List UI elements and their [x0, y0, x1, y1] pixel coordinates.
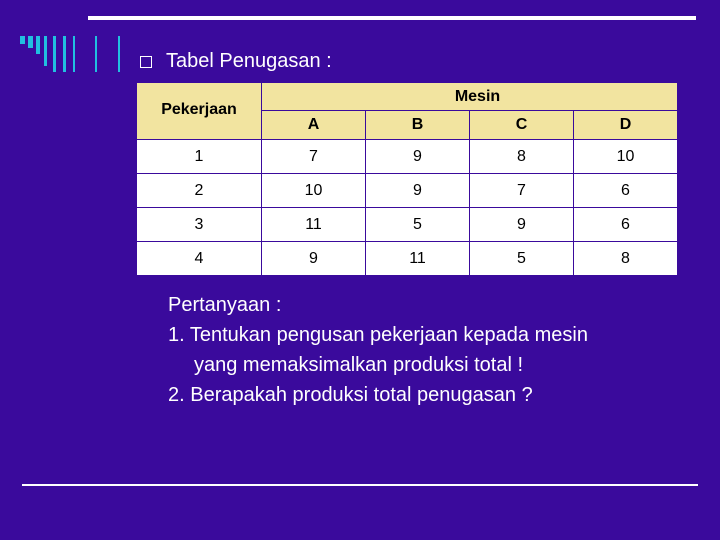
table-row [137, 208, 678, 242]
row-label: 2 [137, 174, 262, 208]
questions-heading: Pertanyaan : [168, 294, 282, 316]
table-cell: 11 [366, 242, 470, 276]
top-rule [88, 16, 696, 20]
column-header: A [262, 111, 366, 140]
row-label: 3 [137, 208, 262, 242]
table-cell: 9 [366, 174, 470, 208]
row-label: 1 [137, 140, 262, 174]
question-2: 2. Berapakah produksi total penugasan ? [168, 384, 533, 406]
table-row [137, 140, 678, 174]
row-label: 4 [137, 242, 262, 276]
bullet-square-icon [140, 56, 152, 68]
table-cell: 8 [470, 140, 574, 174]
table-cell: 8 [574, 242, 678, 276]
bar [44, 36, 47, 66]
slide-title [140, 50, 332, 73]
table-cell: 6 [574, 174, 678, 208]
column-header: C [470, 111, 574, 140]
assignment-table [136, 82, 678, 276]
table-row [137, 174, 678, 208]
table-cell: 9 [262, 242, 366, 276]
table-cell: 6 [574, 208, 678, 242]
row-header-cell [137, 83, 262, 140]
bar [73, 36, 75, 72]
bar [28, 36, 33, 48]
column-header: D [574, 111, 678, 140]
table-cell: 9 [470, 208, 574, 242]
bar [63, 36, 66, 72]
question-1-line-1: 1. Tentukan pengusan pekerjaan kepada mesin [168, 324, 588, 346]
row-header-label: Pekerjaan [161, 101, 237, 118]
table-cell: 5 [366, 208, 470, 242]
table-cell: 7 [470, 174, 574, 208]
table-cell: 7 [262, 140, 366, 174]
table-cell: 5 [470, 242, 574, 276]
bottom-rule [22, 484, 698, 486]
bar [20, 36, 25, 44]
question-1-line-2: yang memaksimalkan produksi total ! [194, 354, 524, 376]
table-row [137, 242, 678, 276]
bar [53, 36, 56, 72]
bar [118, 36, 120, 72]
group-header-cell [262, 83, 678, 111]
table-cell: 10 [574, 140, 678, 174]
column-header: B [366, 111, 470, 140]
table-cell: 10 [262, 174, 366, 208]
bar [36, 36, 40, 54]
questions-block [168, 290, 588, 410]
table-cell: 11 [262, 208, 366, 242]
title-text: Tabel Penugasan : [166, 50, 332, 72]
bar [95, 36, 97, 72]
table-cell: 9 [366, 140, 470, 174]
group-header-label: Mesin [454, 87, 501, 105]
